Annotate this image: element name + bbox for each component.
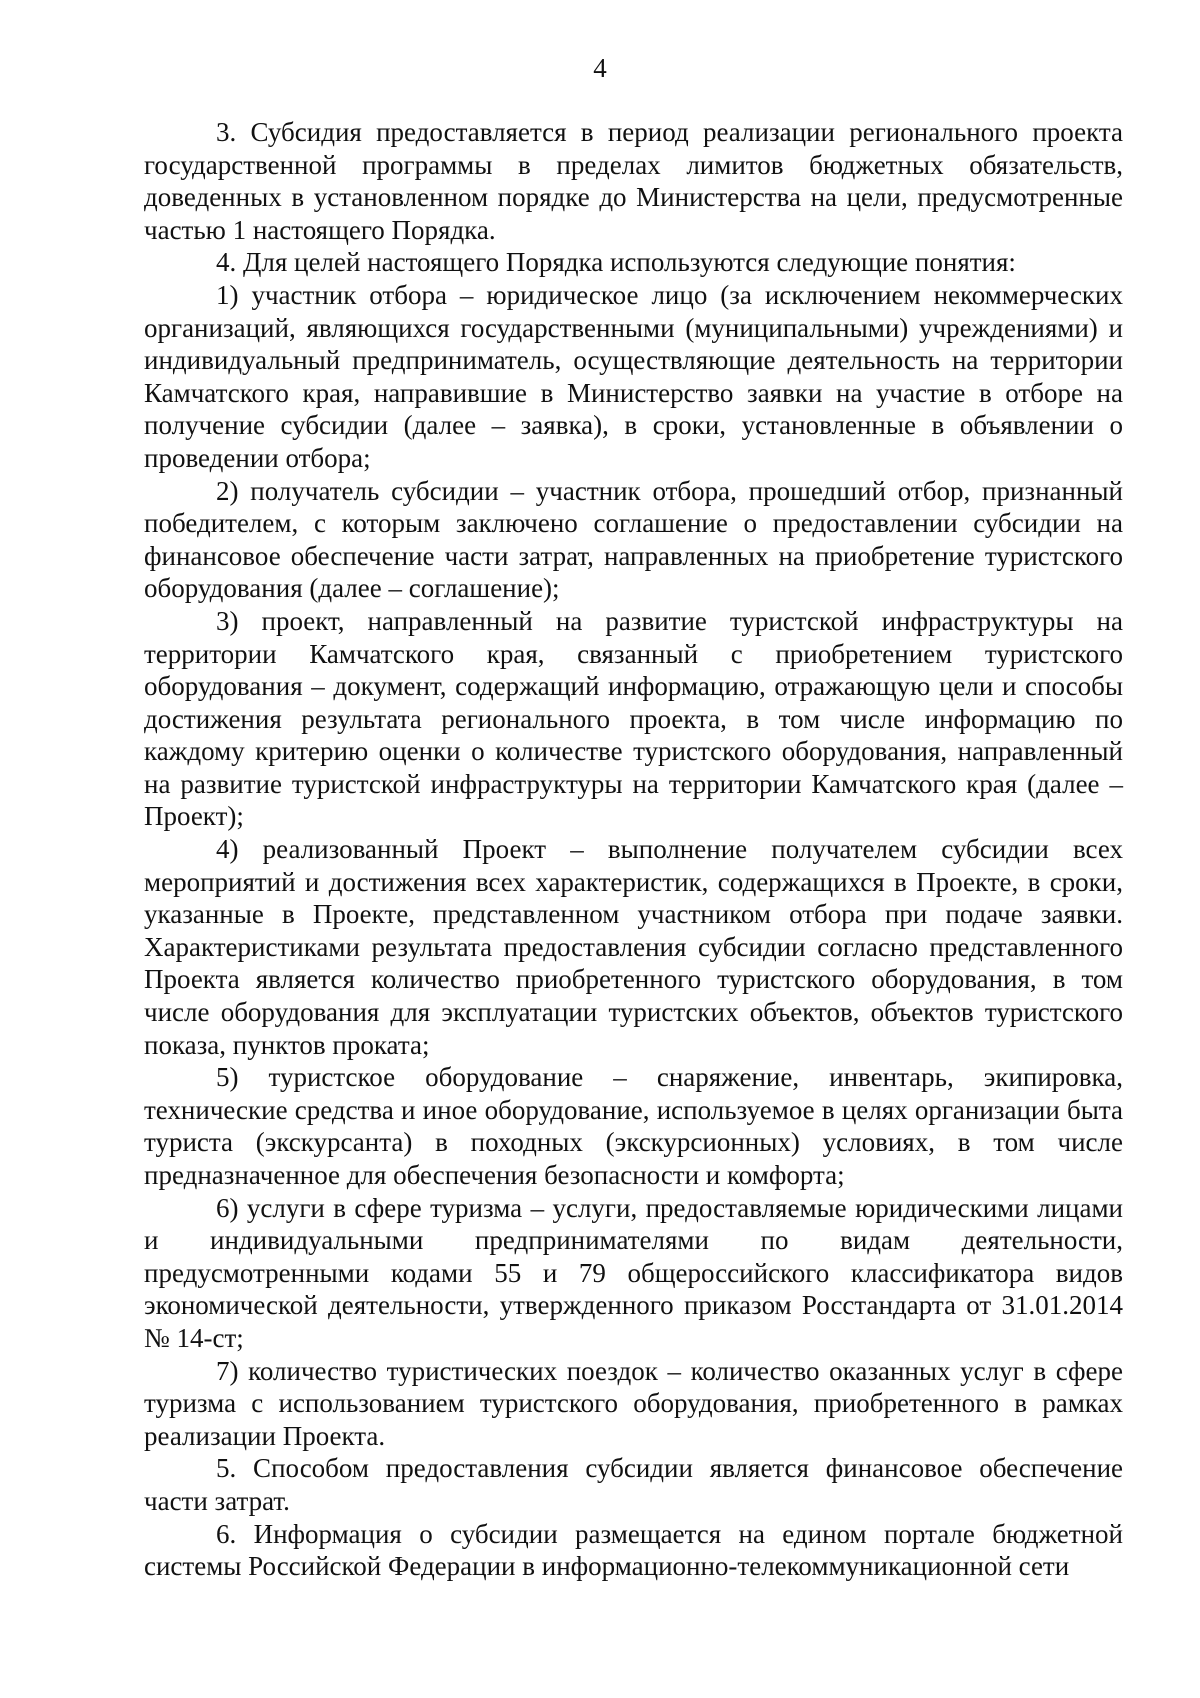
page-number: 4 — [593, 53, 607, 83]
definition-3-project: 3) проект, направленный на развитие туристской инфраструктуры на территории Камчатского края, связанный с приобретением туристского оборудования – документ, содержащий информацию, отражающую цели и способы достижения результата регионального проекта, в том числе информацию по каждому критерию оценки о количестве туристского оборудования, направленный на развитие туристской инфраструктуры на территории Камчатского края (далее – Проект); — [144, 605, 1123, 832]
definition-4-implemented-project: 4) реализованный Проект – выполнение получателем субсидии всех мероприятий и достижения всех характеристик, содержащихся в Проекте, в сроки, указанные в Проекте, представленном участником отбора при подаче заявки. Характеристиками результата предоставления субсидии согласно представленного Проекта является количество приобретенного туристского оборудования, в том числе оборудования для эксплуатации туристских объектов, объектов туристского показа, пунктов проката; — [144, 834, 1123, 1060]
definition-2-recipient: 2) получатель субсидии – участник отбора, прошедший отбор, признанный победителем, с которым заключено соглашение о предоставлении субсидии на финансовое обеспечение части затрат, направленных на приобретение туристского оборудования (далее – соглашение); — [144, 475, 1123, 604]
definition-6-tourism-services: 6) услуги в сфере туризма – услуги, предоставляемые юридическими лицами и индивидуальными предпринимателями по видам деятельности, предусмотренными кодами 55 и 79 общероссийского классификатора видов экономической деятельности, утвержденного приказом Росстандарта от 31.01.2014 № 14-ст; — [144, 1192, 1123, 1353]
document-body — [144, 116, 1123, 1583]
paragraph-5: 5. Способом предоставления субсидии является финансовое обеспечение части затрат. — [144, 1453, 1123, 1516]
paragraph-3: 3. Субсидия предоставляется в период реализации регионального проекта государственной программы в пределах лимитов бюджетных обязательств, доведенных в установленном порядке до Министерства на цели, предусмотренные частью 1 настоящего Порядка. — [144, 117, 1123, 245]
paragraph-6: 6. Информация о субсидии размещается на едином портале бюджетной системы Российской Федерации в информационно-телекоммуникационной сети — [144, 1518, 1123, 1582]
definition-1-participant: 1) участник отбора – юридическое лицо (за исключением некоммерческих организаций, являющихся государственными (муниципальными) учреждениями) и индивидуальный предприниматель, осуществляющие деятельность на территории Камчатского края, направившие в Министерство заявки на участие в отборе на получение субсидии (далее – заявка), в сроки, установленные в объявлении о проведении отбора; — [144, 279, 1123, 473]
definition-5-tourist-equipment: 5) туристское оборудование – снаряжение, инвентарь, экипировка, технические средства и иное оборудование, используемое в целях организации быта туриста (экскурсанта) в походных (экскурсионных) условиях, в том числе предназначенное для обеспечения безопасности и комфорта; — [144, 1062, 1123, 1190]
paragraph-4: 4. Для целей настоящего Порядка используются следующие понятия: — [216, 247, 1016, 278]
definition-7-tourist-trips: 7) количество туристических поездок – количество оказанных услуг в сфере туризма с использованием туристского оборудования, приобретенного в рамках реализации Проекта. — [144, 1355, 1123, 1451]
